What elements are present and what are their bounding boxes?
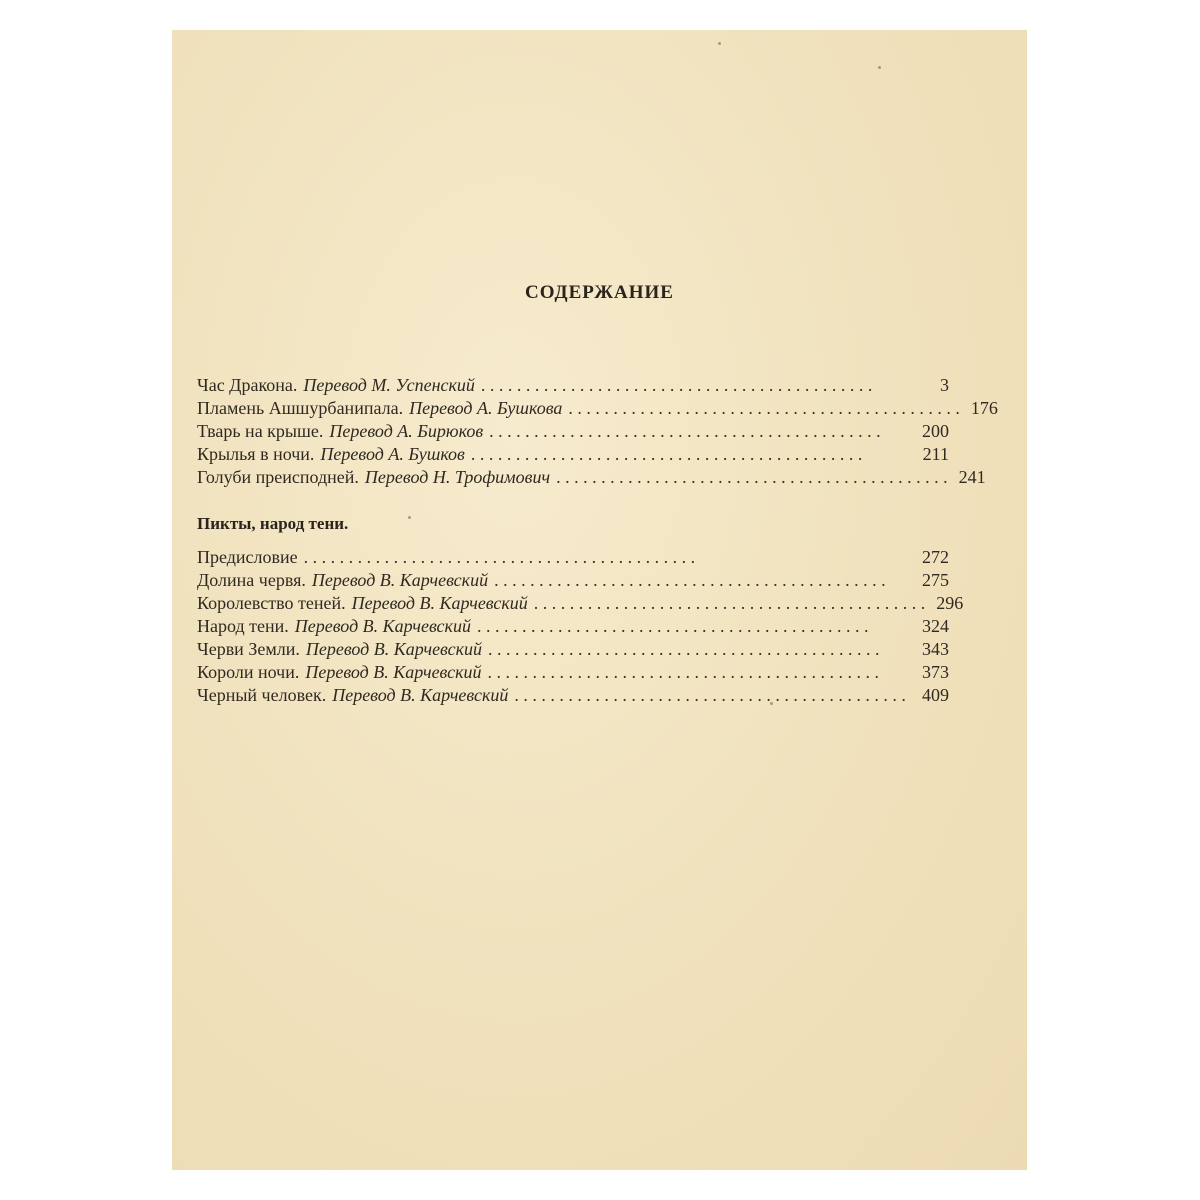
section-heading: Пикты, народ тени. xyxy=(197,514,349,533)
dot-leader: . . . . . . . . . . . . . . . . . . . . . . . . . . . . . . . . . . . . . . . . . . . . xyxy=(494,570,886,590)
page-number: 272 xyxy=(922,547,949,567)
toc-entry xyxy=(197,592,964,615)
entry-translator: Перевод В. Карчевский xyxy=(351,593,528,613)
entry-title: Долина червя. xyxy=(197,570,306,590)
page-number: 296 xyxy=(936,593,964,613)
dot-leader: . . . . . . . . . . . . . . . . . . . . . . . . . . . . . . . . . . . . . . . . . . . . xyxy=(476,616,869,636)
dot-leader: . . . . . . . . . . . . . . . . . . . . . . . . . . . . . . . . . . . . . . . . . . . . xyxy=(470,444,863,464)
page-number: 343 xyxy=(922,639,949,659)
book-page xyxy=(172,30,1027,1170)
toc-entry xyxy=(197,661,949,684)
toc-entry xyxy=(197,615,949,638)
entry-title: Предисловие xyxy=(197,547,298,567)
entry-title: Короли ночи. xyxy=(197,662,300,682)
entry-translator: Перевод В. Карчевский xyxy=(332,685,509,705)
entry-translator: Перевод В. Карчевский xyxy=(311,570,489,590)
dot-leader: . . . . . . . . . . . . . . . . . . . . . . . . . . . . . . . . . . . . . . . . . . . . xyxy=(568,398,960,418)
page-number: 275 xyxy=(922,570,949,590)
page-number: 373 xyxy=(922,662,949,682)
entry-title: Голуби преисподней. xyxy=(197,467,359,487)
paper-speck xyxy=(718,42,721,45)
paper-speck xyxy=(878,66,881,69)
page-number: 324 xyxy=(922,616,949,636)
toc-entry xyxy=(197,466,986,489)
dot-leader: . . . . . . . . . . . . . . . . . . . . . . . . . . . . . . . . . . . . . . . . . . . . xyxy=(556,467,948,487)
dot-leader: . . . . . . . . . . . . . . . . . . . . . . . . . . . . . . . . . . . . . . . . . . . . xyxy=(514,685,906,705)
toc-group-picts xyxy=(197,546,964,707)
dot-leader: . . . . . . . . . . . . . . . . . . . . . . . . . . . . . . . . . . . . . . . . . . . . xyxy=(480,375,873,395)
entry-title: Черный человек. xyxy=(197,685,327,705)
entry-title: Черви Земли. xyxy=(197,639,300,659)
dot-leader: . . . . . . . . . . . . . . . . . . . . . . . . . . . . . . . . . . . . . . . . . . . . xyxy=(533,593,926,613)
entry-translator: Перевод М. Успенский xyxy=(303,375,475,395)
page-number: 200 xyxy=(922,421,949,441)
page-number: 409 xyxy=(922,685,949,705)
toc-entry xyxy=(197,569,949,592)
toc-entry xyxy=(197,420,949,443)
dot-leader: . . . . . . . . . . . . . . . . . . . . . . . . . . . . . . . . . . . . . . . . . . . . xyxy=(303,547,696,567)
entry-translator: Перевод А. Бушков xyxy=(320,444,465,464)
paper-speck xyxy=(408,516,411,519)
entry-title: Крылья в ночи. xyxy=(197,444,315,464)
page-number: 241 xyxy=(958,467,986,487)
toc-entry xyxy=(197,546,949,569)
page-number: 211 xyxy=(922,444,949,464)
toc-entry xyxy=(197,638,949,661)
dot-leader: . . . . . . . . . . . . . . . . . . . . . . . . . . . . . . . . . . . . . . . . . . . . xyxy=(488,639,880,659)
entry-title: Королевство теней. xyxy=(197,593,346,613)
toc-entry xyxy=(197,443,949,466)
entry-translator: Перевод В. Карчевский xyxy=(305,639,483,659)
entry-translator: Перевод Н. Трофимович xyxy=(364,467,551,487)
toc-entry xyxy=(197,684,949,707)
page-number: 3 xyxy=(940,375,949,395)
toc-entry xyxy=(197,397,998,420)
contents-heading: СОДЕРЖАНИЕ xyxy=(525,282,674,303)
dot-leader: . . . . . . . . . . . . . . . . . . . . . . . . . . . . . . . . . . . . . . . . . . . . xyxy=(489,421,881,441)
entry-title: Тварь на крыше. xyxy=(197,421,324,441)
entry-title: Час Дракона. xyxy=(197,375,298,395)
entry-title: Народ тени. xyxy=(197,616,289,636)
entry-translator: Перевод А. Бирюков xyxy=(329,421,484,441)
page-number: 176 xyxy=(970,398,998,418)
entry-translator: Перевод В. Карчевский xyxy=(294,616,471,636)
toc-group-stories xyxy=(197,374,998,489)
entry-title: Пламень Ашшурбанипала. xyxy=(197,398,404,418)
dot-leader: . . . . . . . . . . . . . . . . . . . . . . . . . . . . . . . . . . . . . . . . . . . . xyxy=(487,662,880,682)
toc-entry xyxy=(197,374,949,397)
entry-translator: Перевод А. Бушкова xyxy=(409,398,563,418)
entry-translator: Перевод В. Карчевский xyxy=(305,662,482,682)
